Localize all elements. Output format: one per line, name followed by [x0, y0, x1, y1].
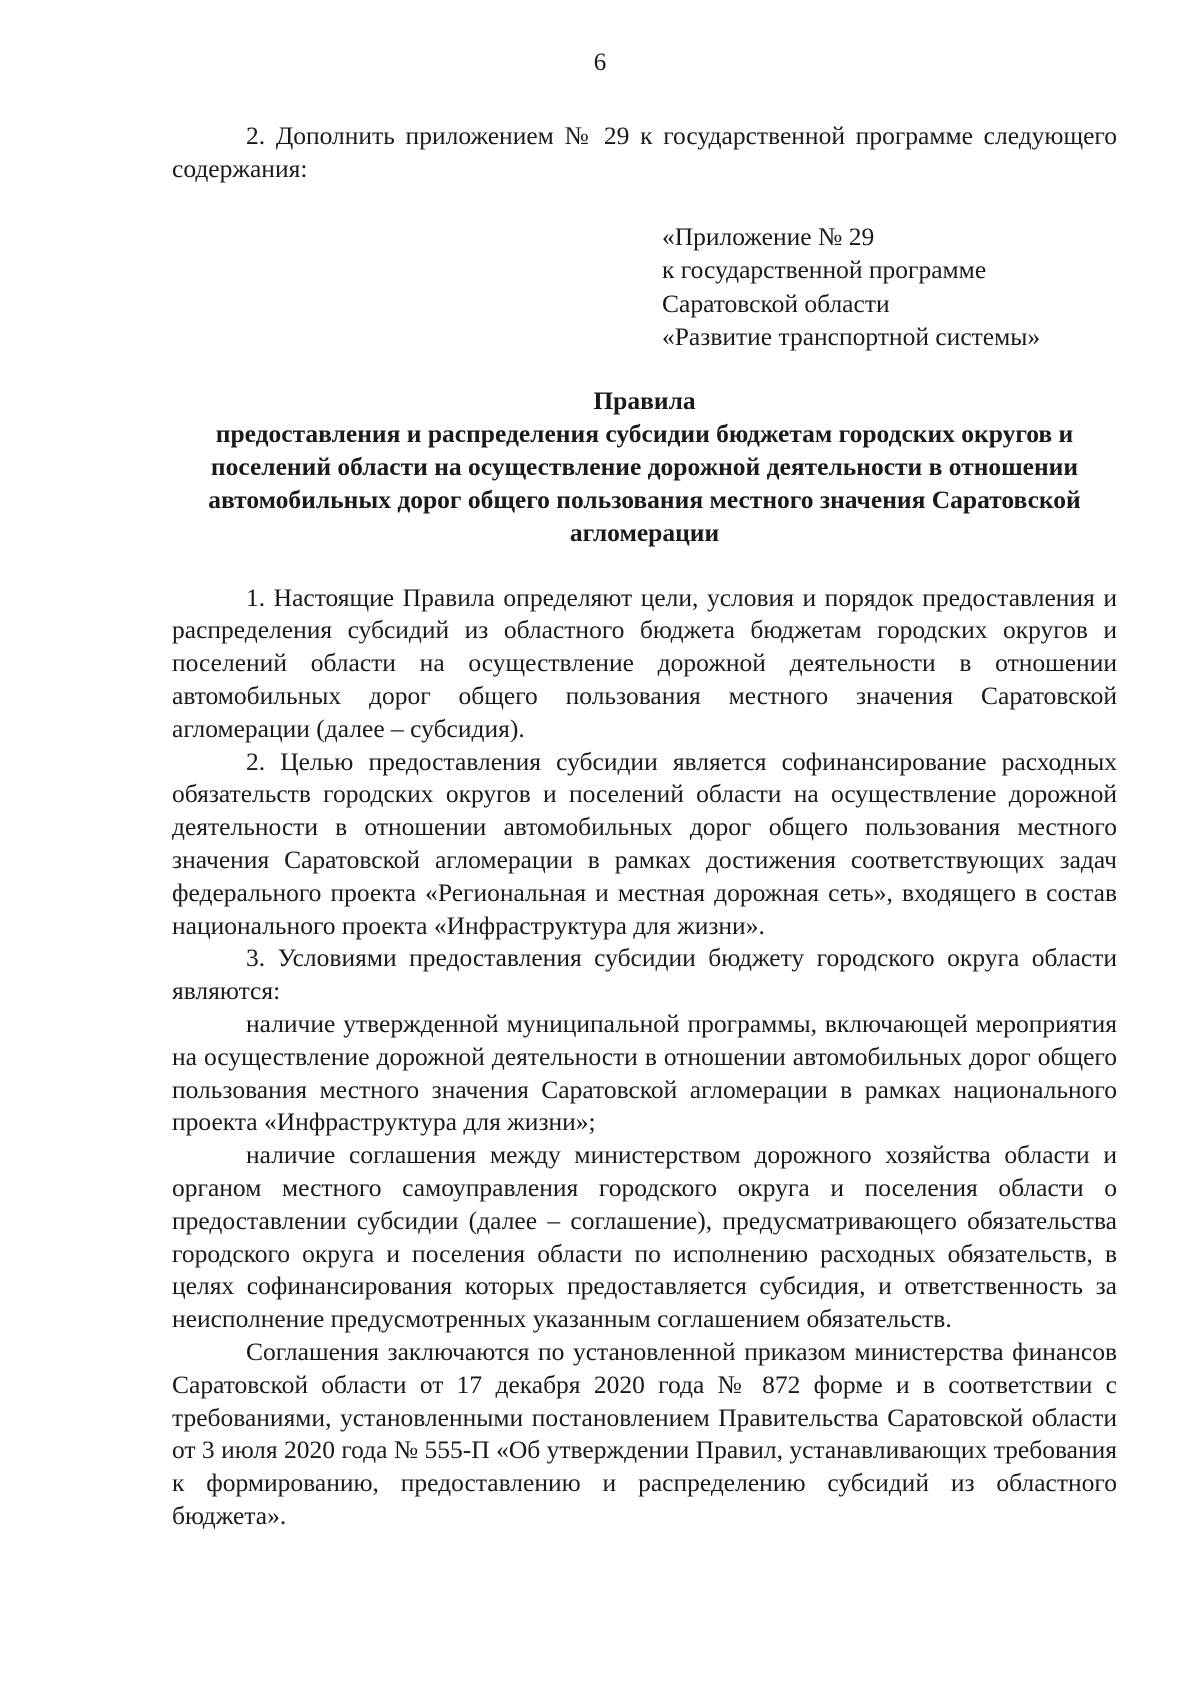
appendix-line-3: Саратовской области	[662, 288, 890, 318]
page-number: 6	[593, 49, 607, 76]
appendix-line-2: к государственной программе	[662, 255, 987, 285]
agreements-paragraph: Соглашения заключаются по установленной приказом министерства финансов Саратовской области от 17 декабря 2020 года № 872 форме и в соответствии с требованиями, установленными постановлением Правительства Саратовской области от 3 июля 2020 года № 555-П «Об утверждении Правил, устанавливающих требования к формированию, предоставлению и распределению субсидий из областного бюджета».	[172, 1336, 1117, 1530]
rule-paragraph-1: 1. Настоящие Правила определяют цели, условия и порядок предоставления и распределения субсидий из областного бюджета бюджетам городских округов и поселений области на осуществление дорожной деятельности в отношении автомобильных дорог общего пользования местного значения Саратовской агломерации (далее – субсидия).	[172, 582, 1117, 743]
rules-body	[172, 582, 1117, 1533]
title-main: Правила	[593, 385, 696, 415]
appendix-header	[662, 220, 1117, 354]
condition-program: наличие утвержденной муниципальной программы, включающей мероприятия на осуществление дорожной деятельности в отношении автомобильных дорог общего пользования местного значения Саратовской агломерации в рамках национального проекта «Инфраструктура для жизни»;	[172, 1008, 1117, 1137]
intro-paragraph: 2. Дополнить приложением № 29 к государственной программе следующего содержания:	[172, 121, 1117, 183]
appendix-line-1: «Приложение № 29	[662, 221, 875, 251]
rule-paragraph-3: 3. Условиями предоставления субсидии бюджету городского округа области являются:	[172, 943, 1117, 1006]
title-subtitle: предоставления и распределения субсидии бюджетам городских округов и поселений области на осуществление дорожной деятельности в отношении автомобильных дорог общего пользования местного значения Саратовской агломерации	[208, 418, 1081, 547]
document-title	[172, 384, 1117, 549]
document-content	[172, 120, 1117, 1533]
rule-paragraph-2: 2. Целью предоставления субсидии является софинансирование расходных обязательств городских округов и поселений области на осуществление дорожной деятельности в отношении автомобильных дорог общего пользования местного значения Саратовской агломерации в рамках достижения соответствующих задач федерального проекта «Региональная и местная дорожная сеть», входящего в состав национального проекта «Инфраструктура для жизни».	[172, 746, 1117, 940]
condition-agreement: наличие соглашения между министерством дорожного хозяйства области и органом местного самоуправления городского округа и поселения области о предоставлении субсидии (далее – соглашение), предусматривающего обязательства городского округа и поселения области по исполнению расходных обязательств, в целях софинансирования которых предоставляется субсидия, и ответственность за неисполнение предусмотренных указанным соглашением обязательств.	[172, 1140, 1117, 1334]
appendix-line-4: «Развитие транспортной системы»	[662, 322, 1041, 352]
